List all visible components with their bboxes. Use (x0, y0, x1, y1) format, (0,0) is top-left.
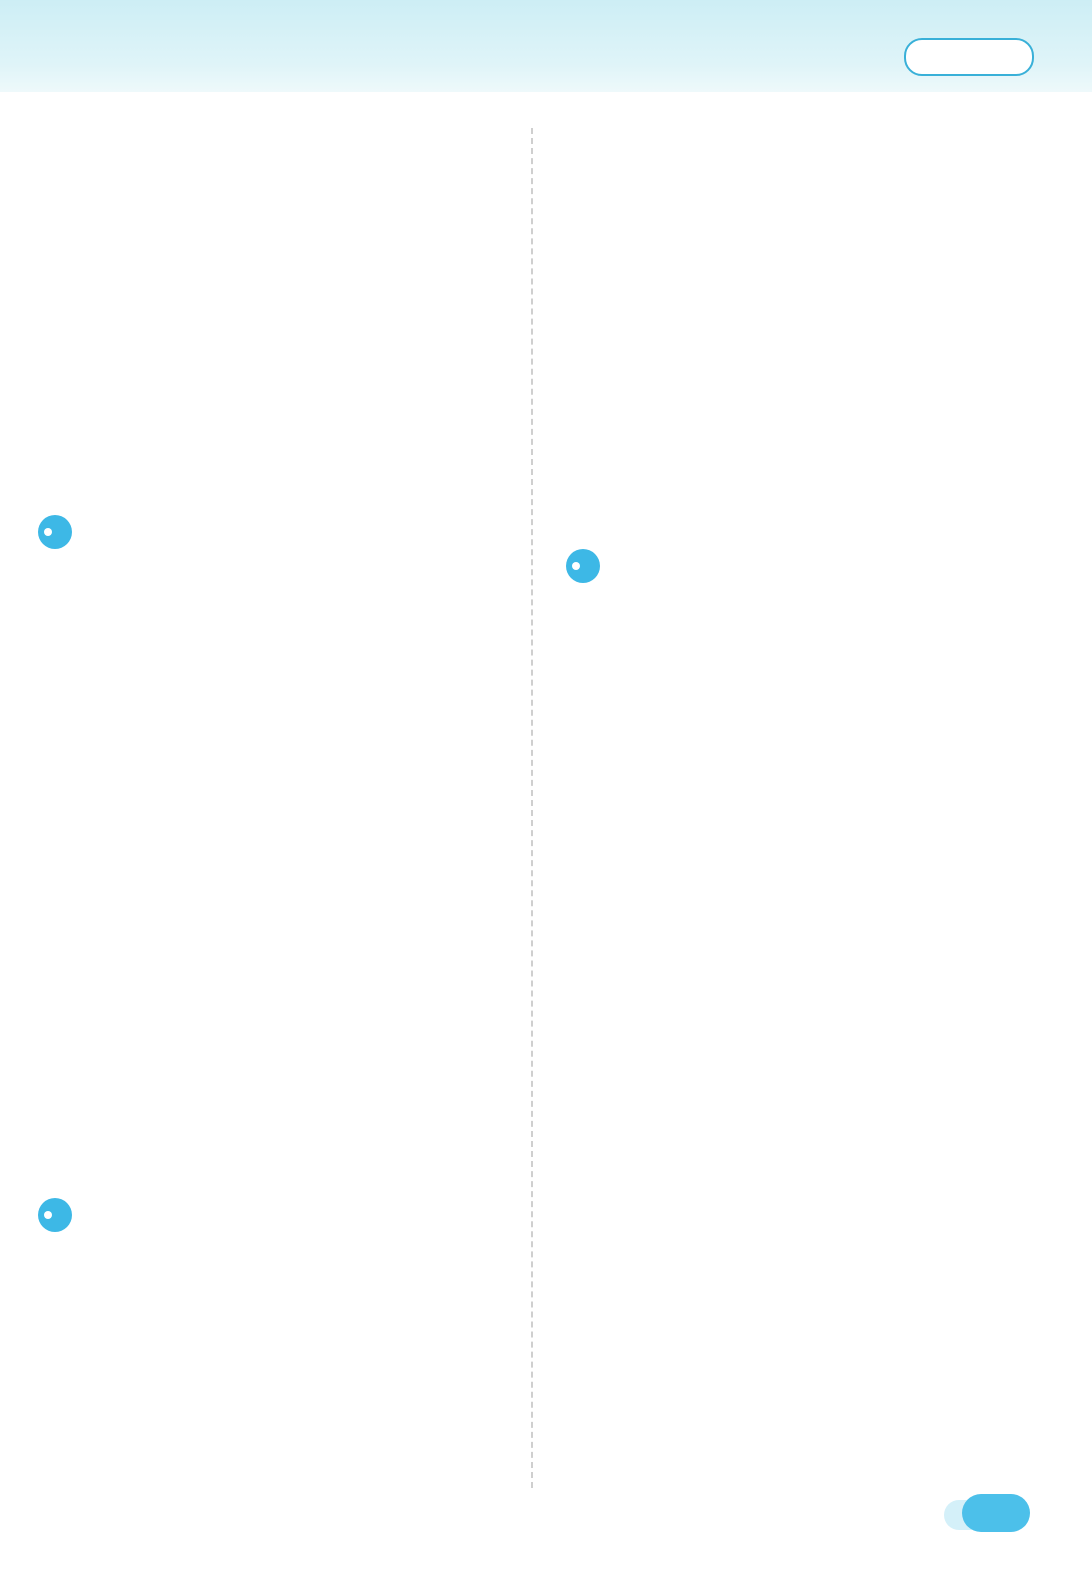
thinking-boost-tag (38, 515, 72, 549)
column-divider (531, 128, 533, 1488)
page-number (962, 1494, 1030, 1532)
answer-key-badge (904, 38, 1034, 76)
thinking-boost-tag (566, 549, 600, 583)
thinking-boost-tag (38, 1198, 72, 1232)
